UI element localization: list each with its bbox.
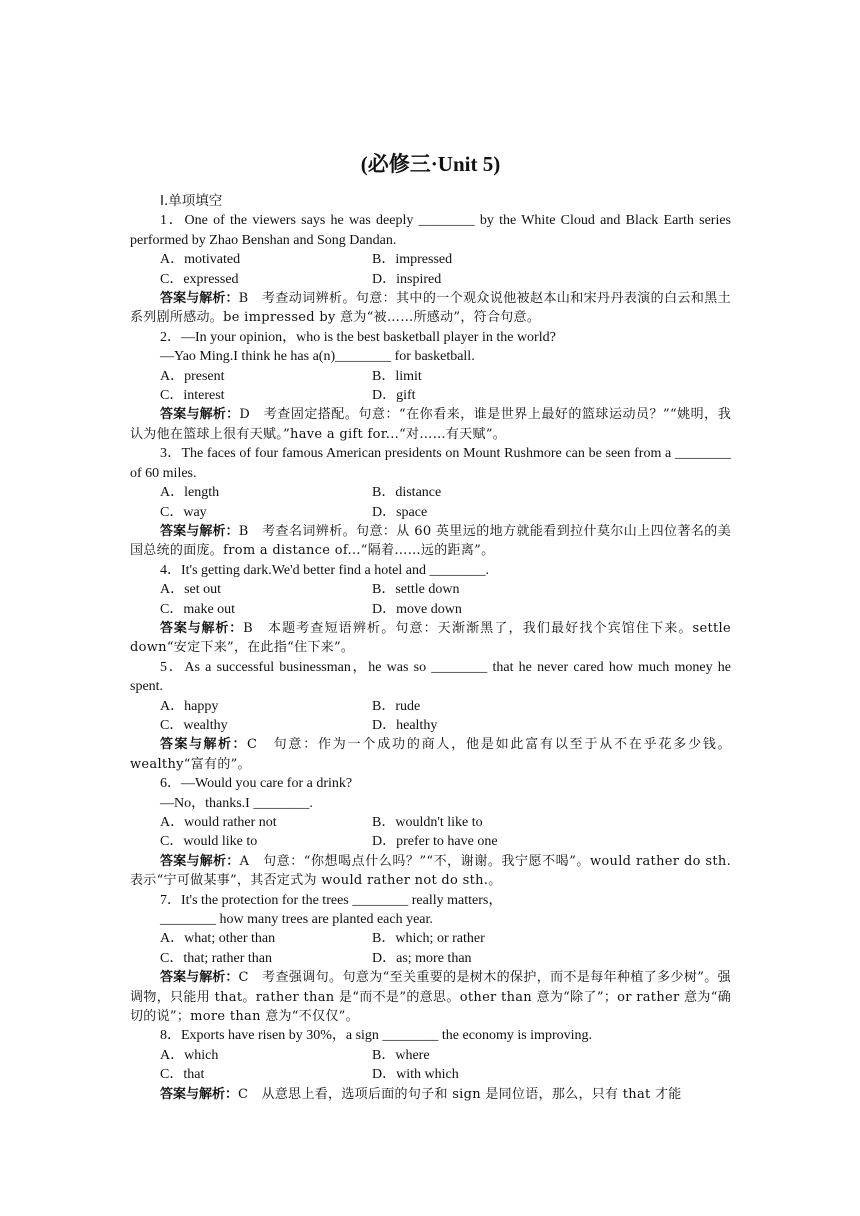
option-c: C．wealthy [160, 717, 228, 733]
options-row-2 [130, 949, 731, 968]
answer-explanation [130, 852, 731, 891]
options-row-1 [130, 483, 731, 502]
option-c: C．make out [160, 601, 236, 617]
answer-label: 答案与解析： [160, 523, 239, 539]
options-row-2 [130, 503, 731, 522]
answer-text: B 本题考查短语辨析。句意：天渐渐黑了，我们最好找个宾馆住下来。settle down“安定下来”，在此指“住下来”。 [130, 620, 731, 656]
answer-explanation [130, 1085, 731, 1104]
option-a: A．which [160, 1047, 219, 1063]
option-c: C．that; rather than [160, 950, 272, 966]
question-item [130, 1026, 731, 1104]
option-b: B．rude [372, 698, 421, 714]
options-row-2 [130, 386, 731, 405]
question-stem-continued: —No，thanks.I ________. [160, 795, 313, 811]
options-row-1 [130, 929, 731, 948]
question-item [130, 211, 731, 327]
options-row-2 [130, 716, 731, 735]
option-b: B．which; or rather [372, 931, 485, 947]
option-c: C．interest [160, 388, 225, 404]
option-d: D．healthy [372, 717, 438, 733]
options-row-2 [130, 270, 731, 289]
answer-text: C 句意：作为一个成功的商人，他是如此富有以至于从不在乎花多少钱。wealthy“富有的”。 [130, 737, 731, 772]
question-item [130, 561, 731, 658]
section-heading: Ⅰ.单项填空 [160, 193, 223, 209]
answer-label: 答案与解析： [160, 620, 244, 636]
option-b: B．distance [372, 485, 442, 501]
answer-explanation [130, 619, 731, 658]
option-c: C．that [160, 1067, 205, 1083]
option-c: C．way [160, 504, 207, 520]
option-d: D．as; more than [372, 950, 472, 966]
question-stem-continued: ________ how many trees are planted each year. [160, 912, 433, 928]
option-c: C．would like to [160, 834, 258, 850]
answer-explanation [130, 522, 731, 561]
answer-explanation [130, 289, 731, 328]
options-row-1 [130, 1046, 731, 1065]
option-a: A．length [160, 485, 220, 501]
answer-explanation [130, 735, 731, 774]
answer-text: B 考查动词辨析。句意：其中的一个观众说他被赵本山和宋丹丹表演的白云和黑土系列剧所感动。be impressed by 意为“被……所感动”，符合句意。 [130, 291, 731, 326]
answer-text: C 考查强调句。句意为“至关重要的是树木的保护，而不是每年种植了多少树”。强调物，只能用 that。rather than 是“而不是”的意思。other than 意为“除了”；or rather 意为“确切的说”；more than 意为“不仅仅”。 [130, 970, 731, 1025]
answer-label: 答案与解析： [160, 970, 239, 986]
question-item [130, 444, 731, 560]
answer-text: D 考查固定搭配。句意：“在你看来，谁是世界上最好的篮球运动员？”“姚明，我认为他在篮球上很有天赋。”have a gift for...“对……有天赋”。 [130, 407, 731, 442]
option-d: D．gift [372, 388, 416, 404]
answer-label: 答案与解析： [160, 407, 240, 423]
answer-label: 答案与解析： [160, 291, 239, 307]
options-row-1 [130, 813, 731, 832]
option-a: A．present [160, 368, 225, 384]
question-stem: 4．It's getting dark.We'd better find a hotel and ________. [160, 562, 489, 578]
option-b: B．impressed [372, 252, 453, 268]
answer-text: A 句意：“你想喝点什么吗？”“不，谢谢。我宁愿不喝”。would rather do sth.表示“宁可做某事”，其否定式为 would rather not do sth.。 [130, 853, 731, 889]
option-a: A．happy [160, 698, 219, 714]
answer-label: 答案与解析： [160, 853, 240, 869]
question-item [130, 891, 731, 1027]
options-row-2 [130, 1065, 731, 1084]
option-a: A．set out [160, 582, 222, 598]
answer-explanation [130, 968, 731, 1026]
option-b: B．limit [372, 368, 422, 384]
options-row-1 [130, 697, 731, 716]
answer-text: C 从意思上看，选项后面的句子和 sign 是同位语，那么，只有 that 才能 [238, 1086, 682, 1102]
answer-explanation [130, 405, 731, 444]
question-stem: 8．Exports have risen by 30%，a sign ________ the economy is improving. [160, 1028, 592, 1044]
option-c: C．expressed [160, 271, 239, 287]
option-d: D．move down [372, 601, 462, 617]
option-b: B．where [372, 1047, 430, 1063]
option-a: A．would rather not [160, 815, 277, 830]
option-b: B．settle down [372, 582, 460, 598]
option-b: B．wouldn't like to [372, 815, 483, 830]
question-item [130, 774, 731, 890]
options-row-1 [130, 580, 731, 599]
answer-text: B 考查名词辨析。句意：从 60 英里远的地方就能看到拉什莫尔山上四位著名的美国总统的面庞。from a distance of...“隔着……远的距离”。 [130, 523, 731, 559]
document-page [130, 150, 731, 1104]
question-stem: 2．—In your opinion，who is the best basketball player in the world? [160, 329, 556, 345]
option-d: D．space [372, 504, 428, 520]
question-stem: 5．As a successful businessman，he was so ________ that he never cared how much money he spent. [130, 659, 731, 695]
answer-label: 答案与解析： [160, 1086, 239, 1102]
question-item [130, 658, 731, 774]
answer-label: 答案与解析： [160, 737, 248, 753]
question-stem: 3．The faces of four famous American presidents on Mount Rushmore can be seen from a ________ of 60 miles. [130, 446, 731, 481]
option-d: D．inspired [372, 271, 442, 287]
question-stem: 7．It's the protection for the trees ________ really matters， [160, 892, 503, 908]
question-stem: 6．—Would you care for a drink? [160, 776, 353, 792]
options-row-1 [130, 367, 731, 386]
options-row-2 [130, 600, 731, 619]
question-list [130, 211, 731, 1104]
option-d: D．with which [372, 1067, 459, 1083]
options-row-1 [130, 250, 731, 269]
option-d: D．prefer to have one [372, 834, 498, 850]
page-title: (必修三·Unit 5) [360, 152, 501, 176]
option-a: A．motivated [160, 252, 241, 268]
options-row-2 [130, 832, 731, 851]
question-item [130, 328, 731, 444]
option-a: A．what; other than [160, 931, 276, 947]
question-stem: 1．One of the viewers says he was deeply ________ by the White Cloud and Black Earth series performed by Zhao Benshan and Song Dandan. [130, 213, 731, 248]
question-stem-continued: —Yao Ming.I think he has a(n)________ for basketball. [160, 349, 475, 365]
